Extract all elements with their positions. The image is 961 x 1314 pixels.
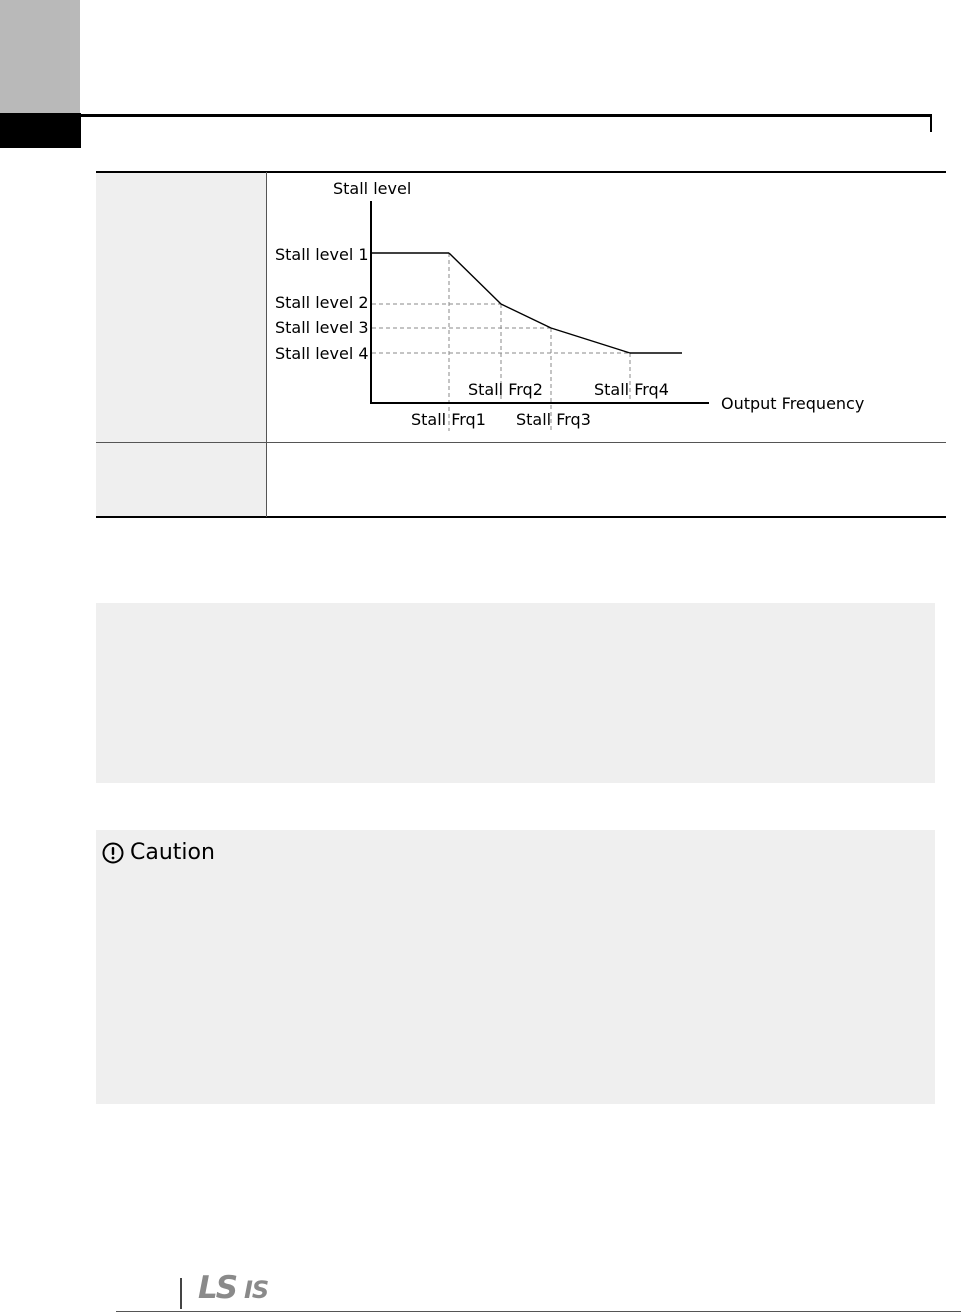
stall-curve-segment xyxy=(449,253,501,304)
chapter-corner-marker xyxy=(0,113,81,148)
table-column-divider xyxy=(266,172,267,517)
chart-guides xyxy=(372,253,630,431)
stall-level-chart xyxy=(268,172,908,442)
exclamation-circle-icon xyxy=(102,842,124,864)
x-tick-label-3: Stall Frq3 xyxy=(516,410,591,429)
note-panel xyxy=(96,603,935,783)
footer-rule xyxy=(116,1311,961,1312)
table-bottom-border xyxy=(96,516,946,518)
chapter-corner-tab xyxy=(0,0,80,113)
table-row-divider xyxy=(96,442,946,443)
table-label-cell xyxy=(96,173,266,442)
stall-curve-segment xyxy=(501,304,551,328)
y-tick-label-3: Stall level 3 xyxy=(275,318,369,337)
lsis-logo xyxy=(198,1270,282,1304)
x-tick-label-4: Stall Frq4 xyxy=(594,380,669,399)
header-rule xyxy=(80,114,932,117)
x-axis-label: Output Frequency xyxy=(721,394,865,413)
chart-series-group xyxy=(371,253,682,353)
x-tick-label-1: Stall Frq1 xyxy=(411,410,486,429)
footer-separator xyxy=(180,1278,182,1309)
caution-header xyxy=(102,840,215,865)
caution-panel xyxy=(96,830,935,1104)
caution-title: Caution xyxy=(130,840,215,865)
y-tick-label-4: Stall level 4 xyxy=(275,344,369,363)
stall-curve-segment xyxy=(551,328,630,353)
table-label-cell xyxy=(96,443,266,516)
y-tick-label-2: Stall level 2 xyxy=(275,293,369,312)
svg-text:IS: IS xyxy=(244,1276,269,1304)
y-tick-label-1: Stall level 1 xyxy=(275,245,369,264)
y-axis-label: Stall level xyxy=(333,179,412,198)
svg-text:LS: LS xyxy=(198,1270,237,1304)
header-tick xyxy=(930,114,932,132)
x-tick-label-2: Stall Frq2 xyxy=(468,380,543,399)
